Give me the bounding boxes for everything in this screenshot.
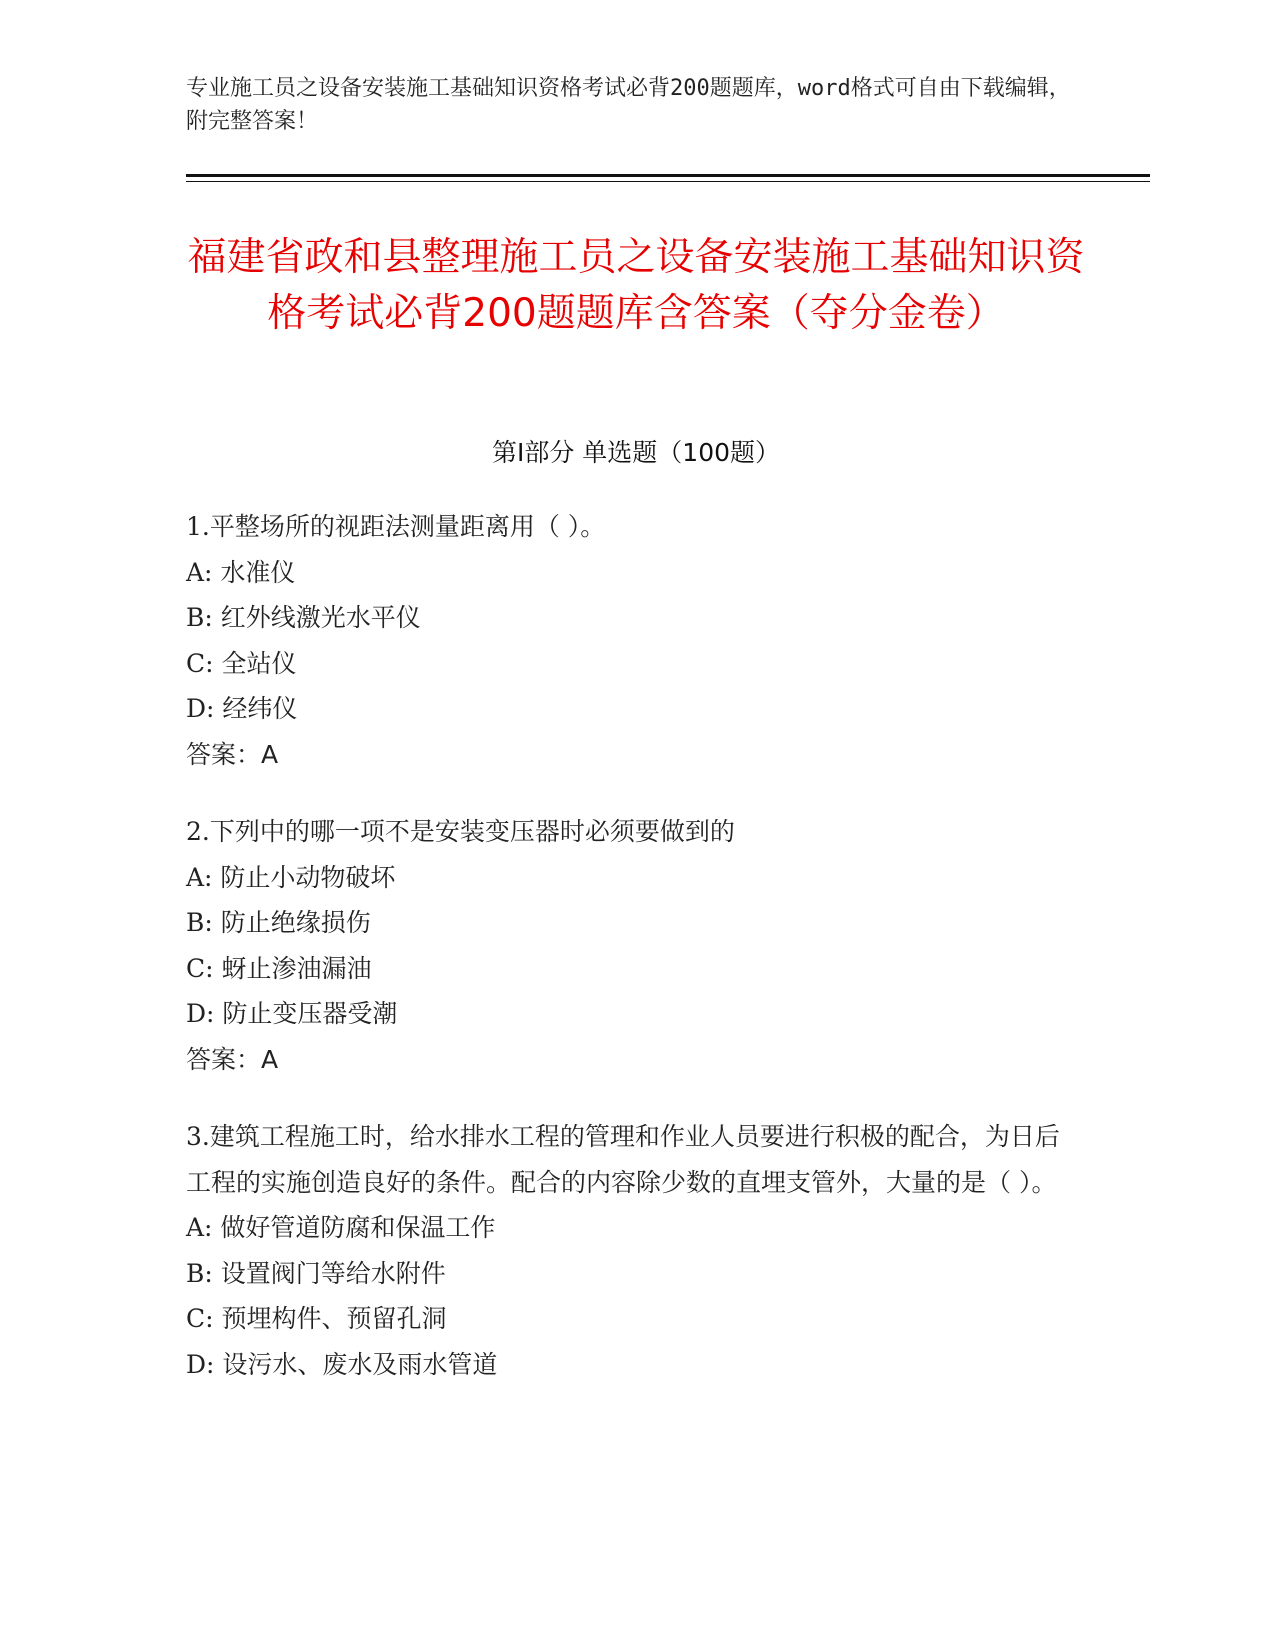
option-d: D: 经纬仪	[186, 694, 298, 723]
answer-prefix: 答案：	[186, 1044, 262, 1074]
section-title: 第I部分 单选题（100题）	[491, 438, 781, 467]
question-text: 3.建筑工程施工时，给水排水工程的管理和作业人员要进行积极的配合，为日后工程的实施创造良好的条件。配合的内容除少数的直埋支管外，大量的是（ ）。	[186, 1122, 1060, 1197]
answer-line	[186, 1037, 1066, 1083]
option-c: C: 蚜止渗油漏油	[186, 953, 372, 983]
option-c: C: 预埋构件、预留孔洞	[186, 1304, 447, 1333]
option-a: A: 做好管道防腐和保温工作	[186, 1213, 496, 1242]
option-b: B: 防止绝缘损伤	[186, 908, 371, 937]
header-divider-thick	[186, 174, 1150, 177]
question-3	[186, 1114, 1066, 1387]
answer-value: A	[261, 739, 279, 769]
option-a: A: 防止小动物破坏	[186, 862, 396, 892]
question-1	[186, 504, 1066, 777]
document-title: 福建省政和县整理施工员之设备安装施工基础知识资格考试必背200题题库含答案（夺分金卷）	[187, 235, 1085, 336]
question-text: 2.下列中的哪一项不是安装变压器时必须要做到的	[186, 817, 735, 846]
header-note: 专业施工员之设备安装施工基础知识资格考试必背200题题库，word格式可自由下载编辑，附完整答案！	[186, 76, 1071, 134]
question-2	[186, 809, 1066, 1082]
option-d: D: 防止变压器受潮	[186, 999, 398, 1028]
option-b: B: 红外线激光水平仪	[186, 603, 421, 632]
option-d: D: 设污水、废水及雨水管道	[186, 1349, 498, 1379]
answer-line	[186, 732, 1066, 778]
option-a: A: 水准仪	[186, 557, 296, 587]
option-c: C: 全站仪	[186, 648, 297, 678]
option-b: B: 设置阀门等给水附件	[186, 1258, 446, 1288]
answer-value: A	[261, 1044, 279, 1074]
answer-prefix: 答案：	[186, 739, 262, 769]
header-divider-thin	[186, 181, 1150, 182]
question-text: 1.平整场所的视距法测量距离用（ ）。	[186, 512, 606, 541]
